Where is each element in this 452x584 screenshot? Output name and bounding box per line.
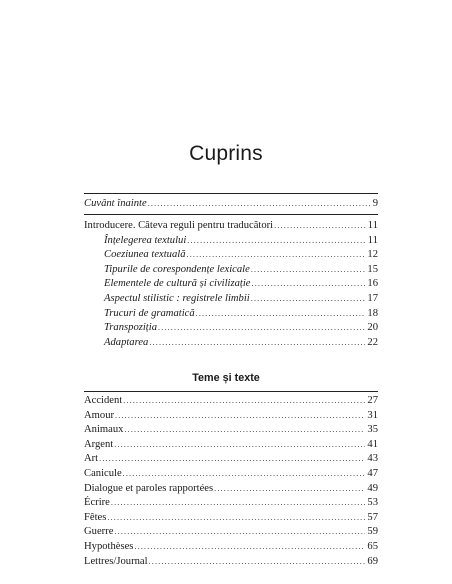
toc-entry-page: 35	[367, 424, 378, 436]
toc-entry-label: Aspectul stilistic : registrele limbii	[104, 292, 250, 304]
leader-dots	[115, 409, 365, 424]
toc-entry-page: 47	[367, 467, 378, 479]
toc-entry-label: Adaptarea	[104, 336, 149, 348]
toc-entry-theme[interactable]	[84, 438, 378, 453]
toc-entry-label: Accident	[84, 395, 123, 406]
toc-entry-page: 9	[372, 198, 378, 209]
toc-entry-label: Tipurile de corespondențe lexicale	[104, 263, 250, 275]
toc-entry-subsection[interactable]	[84, 321, 378, 336]
leader-dots	[111, 496, 366, 511]
leader-dots	[187, 234, 366, 249]
leader-dots	[99, 452, 365, 467]
toc-entry-theme[interactable]	[84, 511, 378, 526]
leader-dots	[123, 467, 366, 482]
toc-entry-theme[interactable]	[84, 482, 378, 497]
leader-dots	[107, 511, 365, 526]
section-heading: Teme și texte	[192, 372, 260, 384]
toc-entry-theme[interactable]	[84, 452, 378, 467]
toc-entry-subsection[interactable]	[84, 292, 378, 307]
toc-entry-page: 31	[367, 409, 378, 421]
toc-entry-label: Animaux	[84, 424, 124, 436]
toc-themes	[84, 394, 378, 569]
leader-dots	[149, 336, 365, 351]
toc-entry-theme[interactable]	[84, 394, 378, 409]
toc-entry-label: Argent	[84, 438, 114, 450]
toc-entry-theme[interactable]	[84, 409, 378, 424]
toc-entry-label: Trucuri de gramatică	[104, 307, 195, 319]
toc-entry-page: 11	[367, 234, 378, 246]
toc-entry-label: Guerre	[84, 526, 114, 538]
toc-entry-page: 53	[367, 497, 378, 509]
toc-entry-page: 22	[367, 336, 378, 348]
page-title: Cuprins	[189, 142, 263, 165]
section-divider	[84, 391, 378, 392]
toc-entry-page: 65	[367, 540, 378, 552]
toc-entry-subsection[interactable]	[84, 263, 378, 278]
leader-dots	[187, 248, 366, 263]
toc-entry-label: Introducere. Câteva reguli pentru traducători	[84, 220, 274, 231]
toc-entry-label: Cuvânt înainte	[84, 198, 147, 209]
toc-entry-theme[interactable]	[84, 496, 378, 511]
foreword-divider	[84, 214, 378, 215]
leader-dots	[252, 277, 366, 292]
toc-entry-theme[interactable]	[84, 540, 378, 555]
toc-entry-theme[interactable]	[84, 525, 378, 540]
toc-entry-subsection[interactable]	[84, 277, 378, 292]
toc-entry-page: 59	[367, 526, 378, 538]
toc-entry-label: Înțelegerea textului	[104, 234, 187, 246]
toc-entry-subsection[interactable]	[84, 307, 378, 322]
leader-dots	[251, 263, 366, 278]
leader-dots	[214, 482, 365, 497]
toc-entry-page: 41	[367, 438, 378, 450]
toc-entry-subsection[interactable]	[84, 336, 378, 351]
toc-foreword	[84, 197, 378, 212]
leader-dots	[123, 394, 365, 409]
toc-entry-page: 69	[367, 555, 378, 567]
toc-entry-page: 12	[367, 249, 378, 261]
toc-entry-page: 11	[367, 220, 378, 231]
toc-entry-label: Lettres/Journal	[84, 555, 148, 567]
toc-entry-page: 16	[367, 278, 378, 290]
toc-entry-label: Coeziunea textuală	[104, 249, 186, 261]
toc-entry-label: Canicule	[84, 467, 122, 479]
leader-dots	[114, 438, 365, 453]
toc-entry-introduction[interactable]	[84, 219, 378, 234]
toc-entry-page: 15	[367, 263, 378, 275]
toc-entry-theme[interactable]	[84, 555, 378, 570]
toc-entry-label: Amour	[84, 409, 115, 421]
toc-entry-page: 20	[367, 322, 378, 334]
leader-dots	[148, 197, 371, 212]
toc-entry-label: Écrire	[84, 497, 110, 509]
toc-entry-theme[interactable]	[84, 423, 378, 438]
leader-dots	[114, 525, 365, 540]
toc-entry-label: Elementele de cultură și civilizație	[104, 278, 251, 290]
toc-entry-label: Hypothèses	[84, 540, 134, 552]
leader-dots	[274, 219, 366, 234]
toc-entry-page: 18	[367, 307, 378, 319]
toc-entry-page: 49	[367, 482, 378, 494]
leader-dots	[251, 292, 366, 307]
toc-entry-theme[interactable]	[84, 467, 378, 482]
toc-entry-subsection[interactable]	[84, 248, 378, 263]
toc-entry-page: 43	[367, 453, 378, 465]
toc-entry-foreword[interactable]	[84, 197, 378, 212]
toc-entry-label: Transpoziția	[104, 322, 157, 334]
toc-entry-page: 27	[367, 395, 378, 406]
title-divider-top	[84, 193, 378, 194]
toc-entry-subsection[interactable]	[84, 234, 378, 249]
leader-dots	[196, 307, 366, 322]
leader-dots	[158, 321, 365, 336]
toc-entry-label: Fêtes	[84, 511, 107, 523]
toc-entry-page: 57	[367, 511, 378, 523]
leader-dots	[124, 423, 365, 438]
toc-entry-label: Art	[84, 453, 99, 465]
toc-entry-page: 17	[367, 292, 378, 304]
leader-dots	[149, 555, 366, 570]
leader-dots	[134, 540, 365, 555]
toc-entry-label: Dialogue et paroles rapportées	[84, 482, 214, 494]
toc-introduction	[84, 219, 378, 350]
